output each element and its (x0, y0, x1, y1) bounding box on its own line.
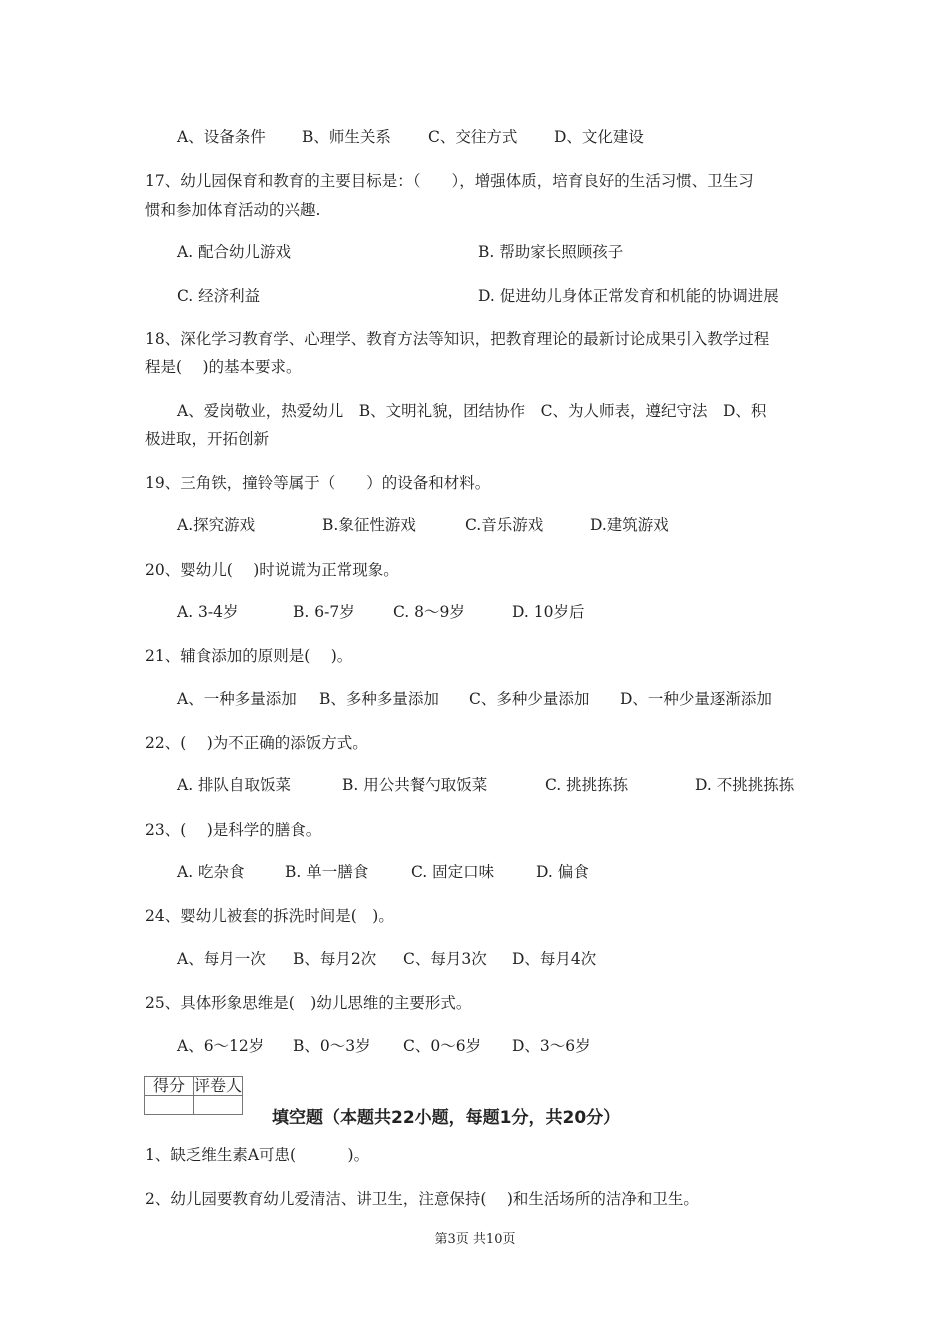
q25-option-a: A、6～12岁 (177, 1037, 265, 1055)
q16-option-a: A、设备条件 (177, 128, 266, 146)
q17-option-b: B. 帮助家长照顾孩子 (478, 243, 624, 261)
q19-text: 19、三角铁，撞铃等属于（ ）的设备和材料。 (145, 474, 491, 492)
q25-option-b: B、0～3岁 (293, 1037, 371, 1055)
q20-option-d: D. 10岁后 (512, 603, 585, 621)
q22-option-c: C. 挑挑拣拣 (545, 776, 629, 794)
q21-option-c: C、多种少量添加 (469, 690, 590, 708)
q17-text-line2: 惯和参加体育活动的兴趣. (145, 201, 321, 219)
q24-option-c: C、每月3次 (403, 950, 487, 968)
q23-option-a: A. 吃杂食 (177, 863, 245, 881)
grader-label: 评卷人 (194, 1076, 243, 1095)
score-cell (145, 1096, 194, 1115)
q23-option-c: C. 固定口味 (411, 863, 495, 881)
q25-option-c: C、0～6岁 (403, 1037, 482, 1055)
q20-option-c: C. 8～9岁 (393, 603, 465, 621)
q23-text: 23、( )是科学的膳食。 (145, 821, 322, 839)
q19-option-a: A.探究游戏 (177, 516, 256, 534)
section-title: 填空题（本题共22小题，每题1分，共20分） (272, 1108, 621, 1128)
q22-option-a: A. 排队自取饭菜 (177, 776, 292, 794)
q25-option-d: D、3～6岁 (512, 1037, 591, 1055)
q17-option-d: D. 促进幼儿身体正常发育和机能的协调进展 (478, 287, 779, 305)
score-label: 得分 (145, 1077, 194, 1096)
q21-text: 21、辅食添加的原则是( )。 (145, 647, 353, 665)
q18-options-line1: A、爱岗敬业，热爱幼儿 B、文明礼貌，团结协作 C、为人师表，遵纪守法 D、积 (177, 402, 767, 420)
q24-option-d: D、每月4次 (512, 950, 597, 968)
q20-option-b: B. 6-7岁 (293, 603, 355, 621)
q22-option-b: B. 用公共餐勺取饭菜 (342, 776, 488, 794)
score-table (144, 1076, 243, 1115)
q17-option-c: C. 经济利益 (177, 287, 261, 305)
q17-text-line1: 17、幼儿园保育和教育的主要目标是：（ ），增强体质，培育良好的生活习惯、卫生习 (145, 172, 754, 190)
grader-cell (194, 1096, 243, 1115)
q16-option-d: D、文化建设 (554, 128, 644, 146)
fill-question-2: 2、幼儿园要教育幼儿爱清洁、讲卫生，注意保持( )和生活场所的洁净和卫生。 (145, 1190, 699, 1208)
q21-option-a: A、一种多量添加 (177, 690, 297, 708)
q25-text: 25、具体形象思维是( )幼儿思维的主要形式。 (145, 994, 472, 1012)
q16-option-c: C、交往方式 (428, 128, 518, 146)
q22-text: 22、( )为不正确的添饭方式。 (145, 734, 368, 752)
q17-option-a: A. 配合幼儿游戏 (177, 243, 292, 261)
q20-text: 20、婴幼儿( )时说谎为正常现象。 (145, 561, 399, 579)
q19-option-c: C.音乐游戏 (465, 516, 544, 534)
q18-text-line1: 18、深化学习教育学、心理学、教育方法等知识，把教育理论的最新讨论成果引入教学过程 (145, 330, 770, 348)
q19-option-b: B.象征性游戏 (322, 516, 416, 534)
q18-options-line2: 极进取，开拓创新 (145, 430, 270, 448)
q21-option-d: D、一种少量逐渐添加 (620, 690, 772, 708)
q22-option-d: D. 不挑挑拣拣 (695, 776, 795, 794)
q23-option-b: B. 单一膳食 (285, 863, 369, 881)
q19-option-d: D.建筑游戏 (590, 516, 669, 534)
q20-option-a: A. 3-4岁 (177, 603, 239, 621)
q21-option-b: B、多种多量添加 (319, 690, 439, 708)
q24-text: 24、婴幼儿被套的拆洗时间是( )。 (145, 907, 394, 925)
fill-question-1: 1、缺乏维生素A可患( )。 (145, 1146, 370, 1164)
page-footer: 第3页 共10页 (434, 1232, 516, 1247)
q16-option-b: B、师生关系 (302, 128, 391, 146)
q24-option-a: A、每月一次 (177, 950, 266, 968)
q24-option-b: B、每月2次 (293, 950, 377, 968)
q18-text-line2: 程是( )的基本要求。 (145, 358, 302, 376)
q23-option-d: D. 偏食 (536, 863, 589, 881)
